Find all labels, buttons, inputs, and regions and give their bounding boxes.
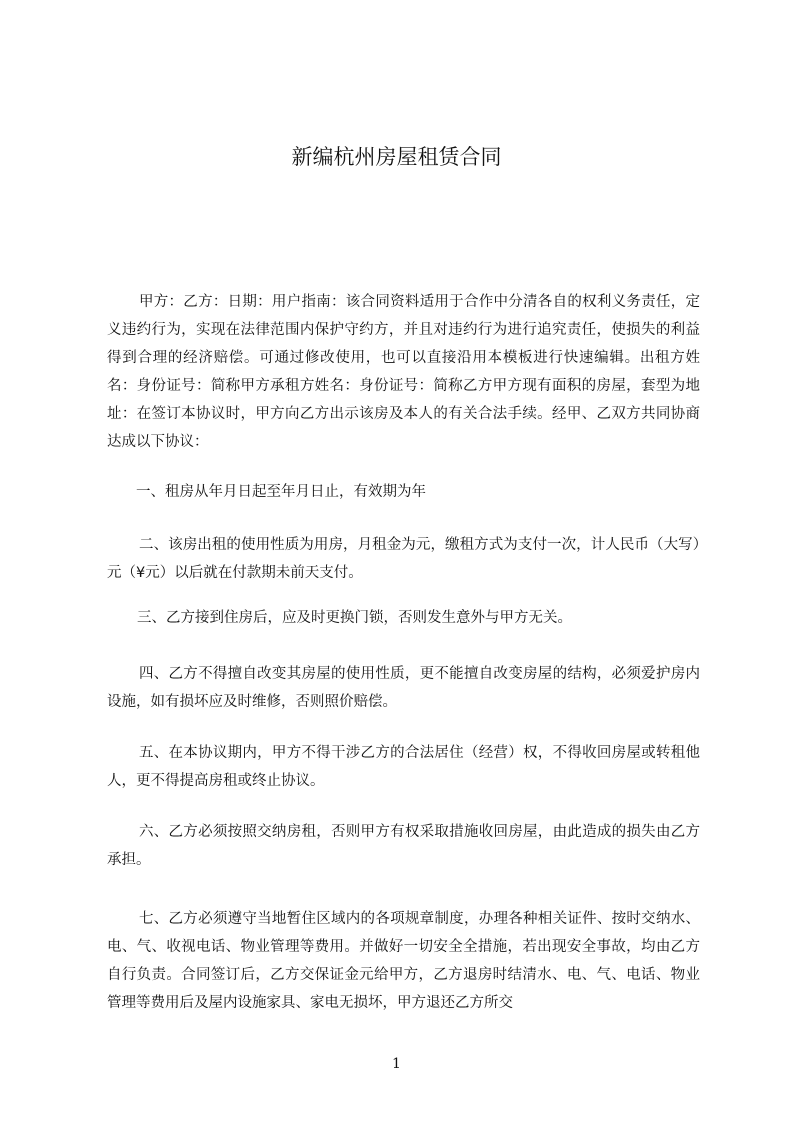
clause-6-paragraph: 六、乙方必须按照交纳房租，否则甲方有权采取措施收回房屋，由此造成的损失由乙方承担。 (107, 824, 700, 868)
clause-5-paragraph: 五、在本协议期内，甲方不得干涉乙方的合法居住（经营）权，不得收回房屋或转租他人，更不得提高房租或终止协议。 (107, 745, 700, 789)
clause-7-paragraph: 七、乙方必须遵守当地暂住区域内的各项规章制度，办理各种相关证件、按时交纳水、电、气、收视电话、物业管理等费用。并做好一切安全全措施，若出现安全事故，均由乙方自行负责。合同签订后，乙方交保证金元给甲方，乙方退房时结清水、电、气、电话、物业管理等费用后及屋内设施家具、家电无损坏，甲方退还乙方所交 (107, 911, 700, 1011)
page-number: 1 (392, 1056, 401, 1072)
document-title: 新编杭州房屋租赁合同 (291, 145, 502, 169)
intro-paragraph: 甲方：乙方：日期：用户指南：该合同资料适用于合作中分清各自的权利义务责任，定义违约行为，实现在法律范围内保护守约方，并且对违约行为进行追究责任，使损失的利益得到合理的经济赔偿。可通过修改使用，也可以直接沿用本模板进行快速编辑。出租方姓名：身份证号：简称甲方承租方姓名：身份证号：简称乙方甲方现有面积的房屋，套型为地址：在签订本协议时，甲方向乙方出示该房及本人的有关合法手续。经甲、乙双方共同协商达成以下协议： (107, 294, 700, 450)
clause-3-paragraph: 三、乙方接到住房后，应及时更换门锁，否则发生意外与甲方无关。 (137, 610, 572, 626)
clause-2-paragraph: 二、该房出租的使用性质为用房，月租金为元，缴租方式为支付一次，计人民币（大写）元（¥元）以后就在付款期未前天支付。 (107, 537, 700, 581)
clause-4-paragraph: 四、乙方不得擅自改变其房屋的使用性质，更不能擅自改变房屋的结构，必须爱护房内设施，如有损坏应及时维修，否则照价赔偿。 (107, 666, 700, 710)
clause-1-paragraph: 一、租房从年月日起至年月日止，有效期为年 (136, 484, 426, 500)
